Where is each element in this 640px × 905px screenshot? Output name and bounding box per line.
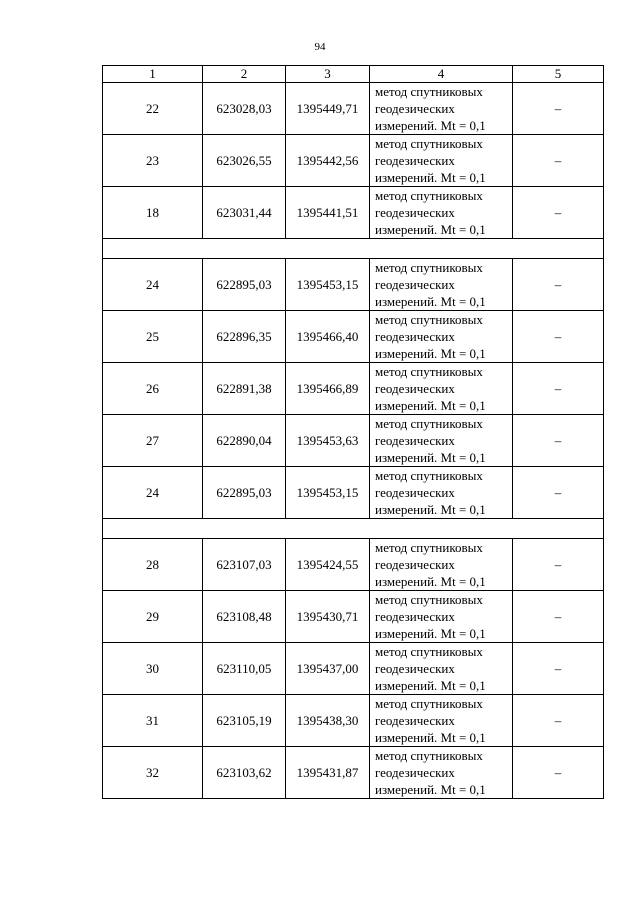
x-coordinate-cell: 623026,55: [203, 135, 286, 187]
method-line: геодезических: [375, 277, 455, 292]
method-cell: [370, 259, 513, 311]
method-line: геодезических: [375, 433, 455, 448]
y-coordinate-cell: 1395453,15: [286, 467, 370, 519]
method-line: геодезических: [375, 205, 455, 220]
method-cell: [370, 83, 513, 135]
method-line: метод спутниковых: [375, 468, 483, 483]
description-cell: –: [513, 363, 604, 415]
table-row: [103, 467, 604, 519]
table-row: [103, 591, 604, 643]
group-separator-row: [103, 239, 604, 259]
y-coordinate-cell: 1395442,56: [286, 135, 370, 187]
table-row: [103, 747, 604, 799]
method-cell: [370, 747, 513, 799]
description-cell: –: [513, 539, 604, 591]
table-row: [103, 135, 604, 187]
method-cell: [370, 135, 513, 187]
coordinates-table: [102, 65, 604, 799]
method-line: геодезических: [375, 661, 455, 676]
method-line: метод спутниковых: [375, 84, 483, 99]
method-line: измерений. Mt = 0,1: [375, 450, 486, 465]
method-cell: [370, 187, 513, 239]
y-coordinate-cell: 1395438,30: [286, 695, 370, 747]
y-coordinate-cell: 1395437,00: [286, 643, 370, 695]
method-cell: [370, 363, 513, 415]
point-number-cell: 29: [103, 591, 203, 643]
method-line: геодезических: [375, 101, 455, 116]
point-number-cell: 26: [103, 363, 203, 415]
method-line: измерений. Mt = 0,1: [375, 118, 486, 133]
column-header-3: 3: [286, 66, 370, 83]
y-coordinate-cell: 1395441,51: [286, 187, 370, 239]
column-header-2: 2: [203, 66, 286, 83]
point-number-cell: 22: [103, 83, 203, 135]
y-coordinate-cell: 1395466,40: [286, 311, 370, 363]
method-cell: [370, 539, 513, 591]
description-cell: –: [513, 467, 604, 519]
method-line: метод спутниковых: [375, 260, 483, 275]
method-line: метод спутниковых: [375, 592, 483, 607]
page-number: 94: [314, 41, 326, 53]
method-cell: [370, 415, 513, 467]
point-number-cell: 27: [103, 415, 203, 467]
table-header-row: [103, 66, 604, 83]
method-line: геодезических: [375, 329, 455, 344]
method-line: измерений. Mt = 0,1: [375, 170, 486, 185]
point-number-cell: 23: [103, 135, 203, 187]
method-cell: [370, 591, 513, 643]
x-coordinate-cell: 623110,05: [203, 643, 286, 695]
method-line: метод спутниковых: [375, 748, 483, 763]
method-line: метод спутниковых: [375, 188, 483, 203]
point-number-cell: 30: [103, 643, 203, 695]
table-row: [103, 259, 604, 311]
description-cell: –: [513, 135, 604, 187]
method-cell: [370, 695, 513, 747]
table-row: [103, 695, 604, 747]
column-header-5: 5: [513, 66, 604, 83]
group-separator-cell: [103, 239, 604, 259]
method-line: метод спутниковых: [375, 696, 483, 711]
point-number-cell: 24: [103, 467, 203, 519]
method-line: метод спутниковых: [375, 312, 483, 327]
table-body: [103, 83, 604, 799]
x-coordinate-cell: 622896,35: [203, 311, 286, 363]
description-cell: –: [513, 187, 604, 239]
description-cell: –: [513, 747, 604, 799]
x-coordinate-cell: 623031,44: [203, 187, 286, 239]
group-separator-row: [103, 519, 604, 539]
column-header-4: 4: [370, 66, 513, 83]
method-line: геодезических: [375, 713, 455, 728]
x-coordinate-cell: 623028,03: [203, 83, 286, 135]
y-coordinate-cell: 1395466,89: [286, 363, 370, 415]
method-line: измерений. Mt = 0,1: [375, 574, 486, 589]
x-coordinate-cell: 622895,03: [203, 467, 286, 519]
method-line: геодезических: [375, 485, 455, 500]
y-coordinate-cell: 1395453,63: [286, 415, 370, 467]
x-coordinate-cell: 623108,48: [203, 591, 286, 643]
table-row: [103, 643, 604, 695]
method-line: метод спутниковых: [375, 364, 483, 379]
table-row: [103, 415, 604, 467]
column-header-1: 1: [103, 66, 203, 83]
method-cell: [370, 643, 513, 695]
table-row: [103, 83, 604, 135]
x-coordinate-cell: 622891,38: [203, 363, 286, 415]
point-number-cell: 18: [103, 187, 203, 239]
method-line: геодезических: [375, 557, 455, 572]
x-coordinate-cell: 622890,04: [203, 415, 286, 467]
method-line: измерений. Mt = 0,1: [375, 222, 486, 237]
y-coordinate-cell: 1395453,15: [286, 259, 370, 311]
y-coordinate-cell: 1395431,87: [286, 747, 370, 799]
table-row: [103, 187, 604, 239]
description-cell: –: [513, 643, 604, 695]
method-line: измерений. Mt = 0,1: [375, 398, 486, 413]
x-coordinate-cell: 623103,62: [203, 747, 286, 799]
method-line: метод спутниковых: [375, 540, 483, 555]
method-cell: [370, 311, 513, 363]
method-line: геодезических: [375, 609, 455, 624]
method-line: измерений. Mt = 0,1: [375, 294, 486, 309]
x-coordinate-cell: 622895,03: [203, 259, 286, 311]
y-coordinate-cell: 1395449,71: [286, 83, 370, 135]
description-cell: –: [513, 415, 604, 467]
point-number-cell: 28: [103, 539, 203, 591]
description-cell: –: [513, 695, 604, 747]
description-cell: –: [513, 259, 604, 311]
description-cell: –: [513, 591, 604, 643]
method-line: метод спутниковых: [375, 644, 483, 659]
method-line: геодезических: [375, 381, 455, 396]
table-row: [103, 311, 604, 363]
point-number-cell: 32: [103, 747, 203, 799]
y-coordinate-cell: 1395424,55: [286, 539, 370, 591]
method-line: измерений. Mt = 0,1: [375, 502, 486, 517]
point-number-cell: 24: [103, 259, 203, 311]
x-coordinate-cell: 623105,19: [203, 695, 286, 747]
group-separator-cell: [103, 519, 604, 539]
method-line: измерений. Mt = 0,1: [375, 730, 486, 745]
method-line: геодезических: [375, 153, 455, 168]
method-line: измерений. Mt = 0,1: [375, 626, 486, 641]
y-coordinate-cell: 1395430,71: [286, 591, 370, 643]
method-line: метод спутниковых: [375, 136, 483, 151]
method-line: измерений. Mt = 0,1: [375, 782, 486, 797]
method-line: измерений. Mt = 0,1: [375, 346, 486, 361]
description-cell: –: [513, 83, 604, 135]
table-row: [103, 363, 604, 415]
description-cell: –: [513, 311, 604, 363]
method-line: геодезических: [375, 765, 455, 780]
point-number-cell: 31: [103, 695, 203, 747]
table-row: [103, 539, 604, 591]
method-line: метод спутниковых: [375, 416, 483, 431]
method-line: измерений. Mt = 0,1: [375, 678, 486, 693]
method-cell: [370, 467, 513, 519]
point-number-cell: 25: [103, 311, 203, 363]
x-coordinate-cell: 623107,03: [203, 539, 286, 591]
